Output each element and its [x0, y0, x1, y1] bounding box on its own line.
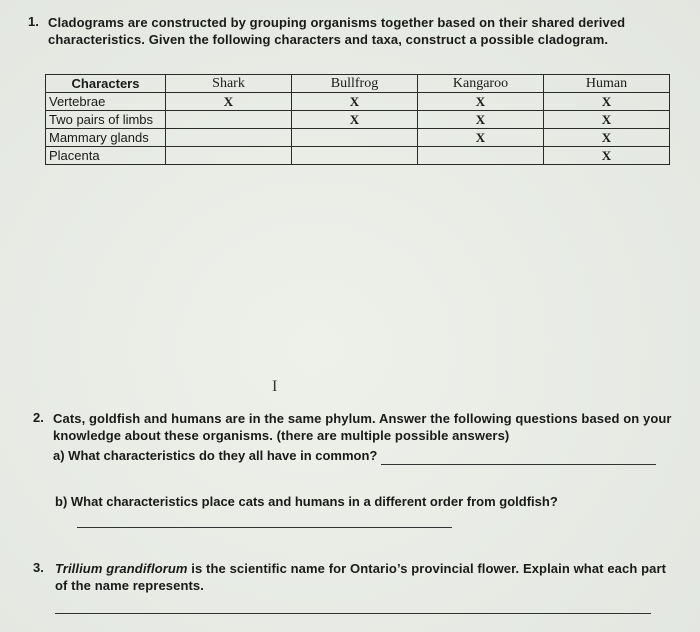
- question-1-line-1: Cladograms are constructed by grouping organisms together based on their shared derived: [48, 15, 626, 30]
- table-row: [46, 111, 670, 129]
- character-mark: [166, 129, 292, 147]
- character-name: Vertebrae: [46, 93, 166, 111]
- character-mark: X: [544, 147, 670, 165]
- question-2-line-1: Cats, goldfish and humans are in the same phylum. Answer the following questions based on your: [53, 411, 672, 426]
- header-taxon-shark: Shark: [166, 75, 292, 93]
- question-2-number: 2.: [33, 410, 44, 425]
- table-row: [46, 147, 670, 165]
- character-mark: X: [418, 129, 544, 147]
- text-cursor-icon: I: [272, 378, 278, 395]
- character-mark: X: [544, 129, 670, 147]
- header-taxon-bullfrog: Bullfrog: [292, 75, 418, 93]
- header-taxon-human: Human: [544, 75, 670, 93]
- question-3-line-1-rest: is the scientific name for Ontario’s provincial flower. Explain what each part: [187, 561, 667, 576]
- character-mark: X: [292, 111, 418, 129]
- character-name: Placenta: [46, 147, 166, 165]
- character-mark: [166, 111, 292, 129]
- character-mark: X: [292, 93, 418, 111]
- question-3-line-1: [55, 560, 666, 577]
- characters-table: [45, 74, 670, 165]
- character-mark: [418, 147, 544, 165]
- character-mark: X: [544, 93, 670, 111]
- table-header-row: [46, 75, 670, 93]
- table-row: [46, 93, 670, 111]
- question-2b-prompt: b) What characteristics place cats and humans in a different order from goldfish?: [55, 494, 558, 509]
- character-mark: X: [166, 93, 292, 111]
- question-1-line-2: characteristics. Given the following characters and taxa, construct a possible cladogram.: [48, 32, 609, 47]
- header-taxon-kangaroo: Kangaroo: [418, 75, 544, 93]
- answer-line-3[interactable]: [55, 613, 651, 614]
- character-mark: [292, 147, 418, 165]
- answer-line-2a[interactable]: [381, 464, 656, 465]
- question-3-number: 3.: [33, 560, 44, 575]
- character-name: Mammary glands: [46, 129, 166, 147]
- table-row: [46, 129, 670, 147]
- question-2-line-2: knowledge about these organisms. (there are multiple possible answers): [53, 428, 510, 443]
- answer-line-2b[interactable]: [77, 527, 452, 528]
- question-1-number: 1.: [28, 14, 39, 29]
- character-mark: X: [418, 111, 544, 129]
- character-mark: X: [544, 111, 670, 129]
- question-3-line-2: of the name represents.: [55, 578, 204, 593]
- character-mark: [292, 129, 418, 147]
- character-mark: X: [418, 93, 544, 111]
- character-mark: [166, 147, 292, 165]
- header-characters: Characters: [46, 75, 166, 93]
- scientific-name: Trillium grandiflorum: [55, 561, 188, 576]
- character-name: Two pairs of limbs: [46, 111, 166, 129]
- question-2a-prompt: a) What characteristics do they all have in common?: [53, 448, 378, 463]
